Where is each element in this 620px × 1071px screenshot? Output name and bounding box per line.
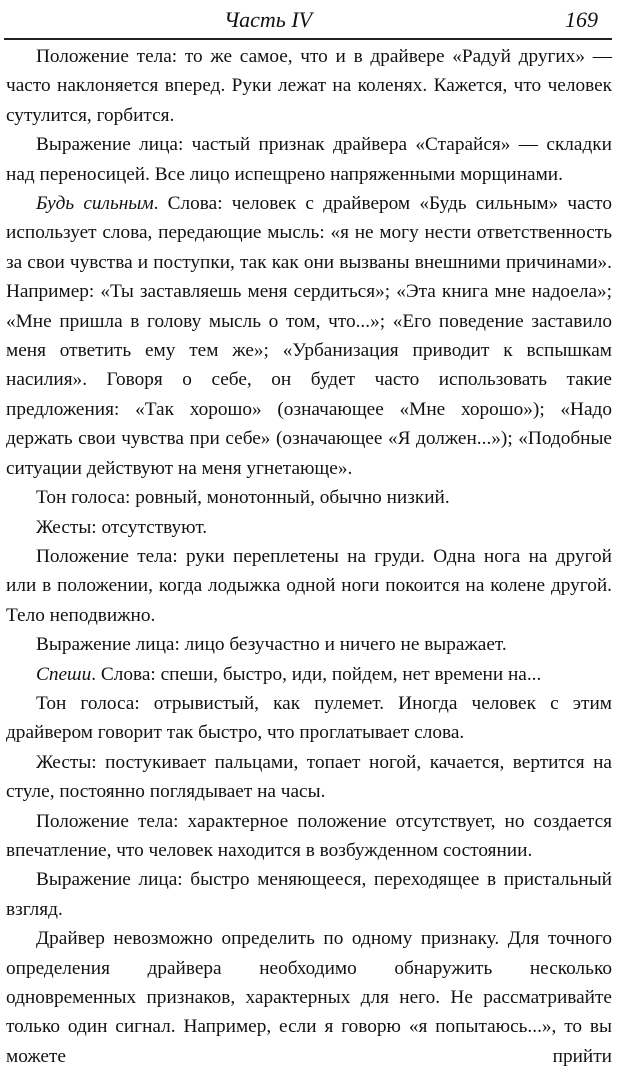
paragraph (6, 748, 612, 807)
paragraph-text: Жесты: отсутствуют. (36, 516, 208, 538)
paragraph (6, 630, 612, 659)
paragraph-text: Выражение лица: лицо безучастно и ничего не выражает. (36, 634, 507, 656)
paragraph-text: Тон голоса: отрывистый, как пулемет. Иногда человек с этим драйвером говорит так быстро, что проглатывает слова. (6, 692, 612, 744)
paragraph (6, 807, 612, 866)
paragraph-text: Выражение лица: частый признак драйвера «Старайся» — складки над переносицей. Все лицо испещрено напряженными морщинами. (6, 134, 612, 185)
body-text (6, 42, 612, 1071)
paragraph-text: Тон голоса: ровный, монотонный, обычно низкий. (36, 487, 450, 509)
paragraph-text: Жесты: постукивает пальцами, топает ногой, качается, вертится на стуле, постоянно поглядывает на часы. (6, 751, 612, 803)
chapter-title: Часть IV (224, 7, 313, 32)
paragraph-text: Положение тела: характерное положение отсутствует, но создается впечатление, что человек находится в возбужденном состоянии. (6, 810, 612, 861)
paragraph-text: Выражение лица: быстро меняющееся, переходящее в пристальный взгляд. (6, 869, 612, 920)
paragraph (6, 513, 612, 542)
paragraph (6, 42, 612, 130)
page-number: 169 (565, 7, 598, 32)
paragraph-text: . Слова: человек с драйвером «Будь сильным» часто использует слова, передающие мысль: «я не могу нести ответственность за свои чувства и поступки, так как они вызваны внешними причинами». Например: «Ты заставляешь меня сердиться»; «Эта книга мне надоела»; «Мне пришла в голову мысль о том, что...»; «Его поведение заставило меня ответить ему тем же»; «Урбанизация приводит к вспышкам насилия». Говоря о себе, он будет часто использовать такие предложения: «Так хорошо» (означающее «Мне хорошо»); «Надо держать свои чувства при себе» (означающее «Я должен...»); «Подобные ситуации действуют на меня угнетающе». (6, 193, 612, 479)
paragraph-lead: Спеши (36, 663, 92, 685)
paragraph (6, 865, 612, 924)
paragraph (6, 542, 612, 630)
paragraph (6, 483, 612, 512)
paragraph-text: . Слова: спеши, быстро, иди, пойдем, нет времени на... (91, 663, 542, 685)
paragraph (6, 189, 612, 483)
paragraph-lead: Будь сильным (36, 193, 154, 215)
header-rule (4, 38, 612, 40)
paragraph-text: Положение тела: руки переплетены на груди. Одна нога на другой или в положении, когда лодыжка одной ноги покоится на колене другой. Тело неподвижно. (6, 545, 612, 626)
running-head (0, 6, 620, 36)
paragraph-text: Положение тела: то же самое, что и в драйвере «Радуй других» — часто наклоняется вперед. Руки лежат на коленях. Кажется, что человек сутулится, горбится. (6, 46, 612, 126)
paragraph (6, 924, 612, 1071)
paragraph (6, 689, 612, 748)
paragraph (6, 660, 612, 689)
paragraph-text: Драйвер невозможно определить по одному признаку. Для точного определения драйвера необходимо обнаружить несколько одновременных признаков, характерных для него. Не рассматривайте только один сигнал. Например, если я говорю «я попытаюсь...», то вы можете прийти (6, 928, 612, 1067)
paragraph (6, 130, 612, 189)
